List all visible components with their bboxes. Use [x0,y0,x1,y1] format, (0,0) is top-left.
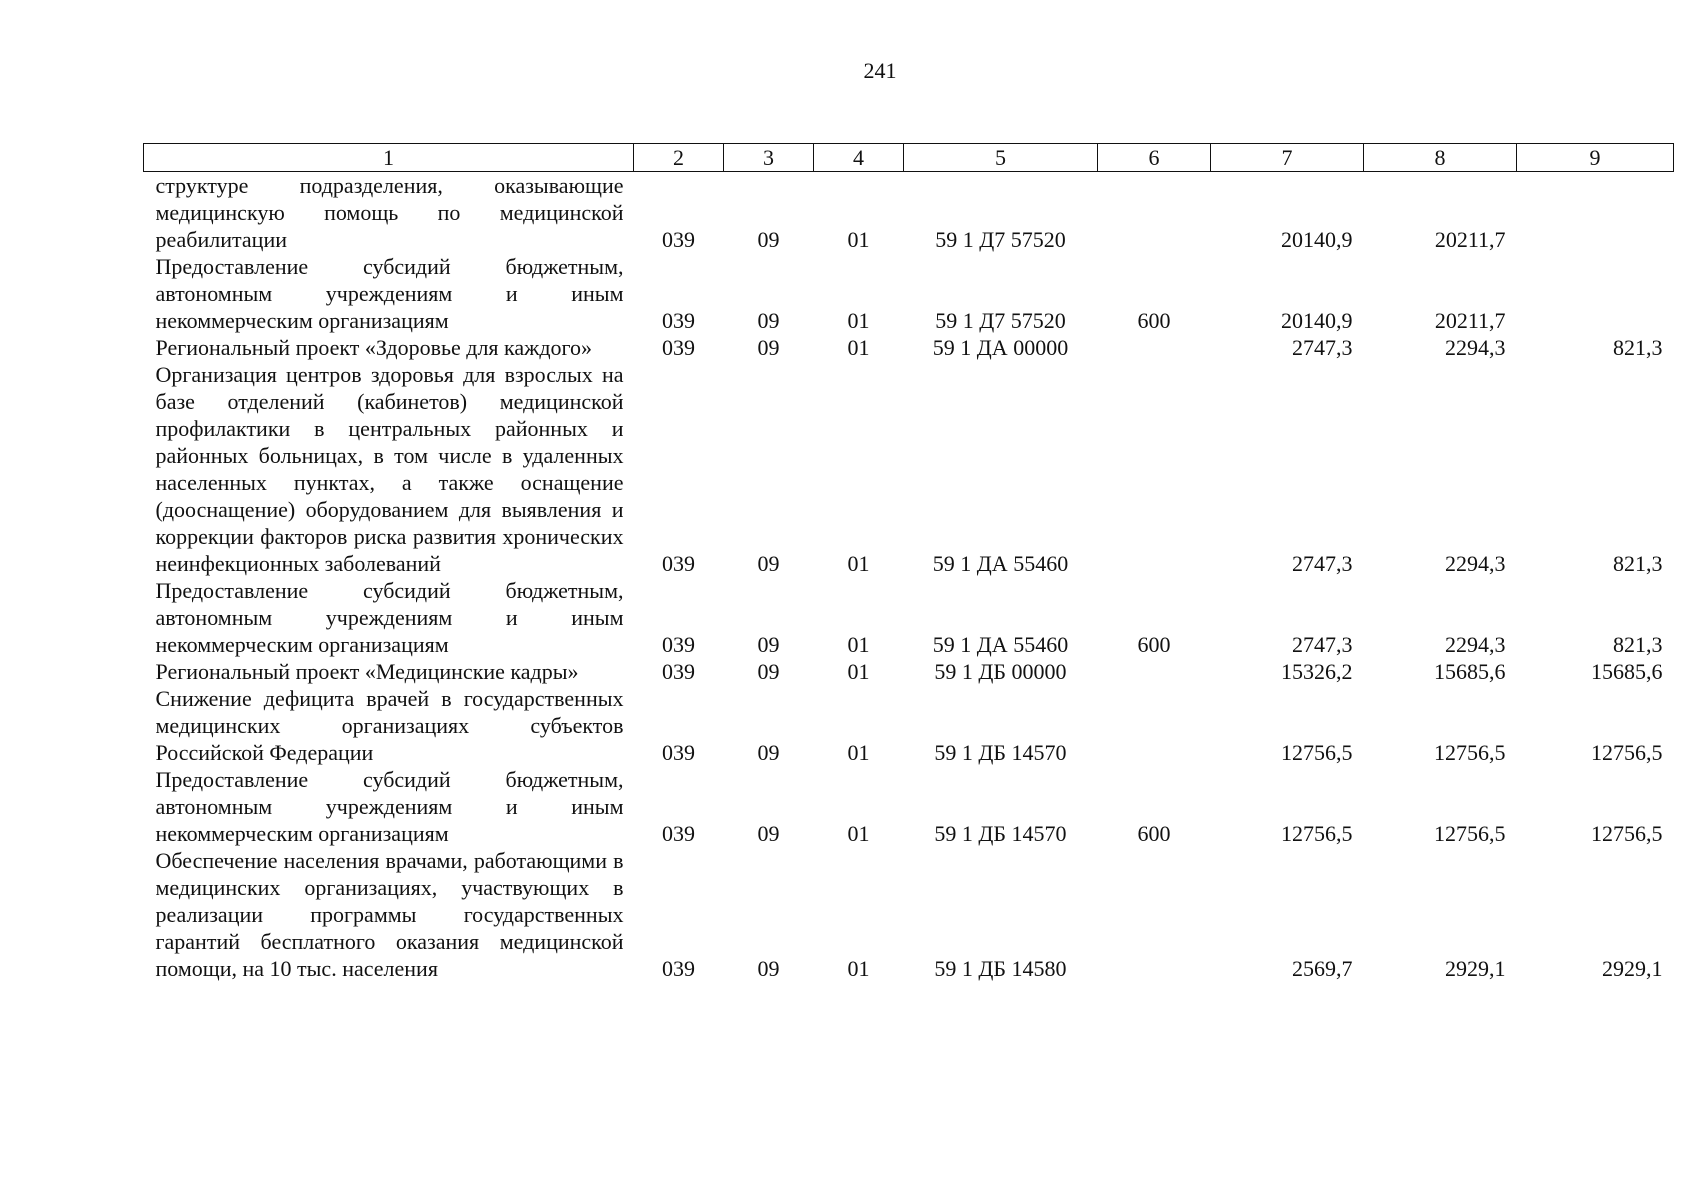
amount-col7: 2569,7 [1292,956,1353,981]
section-code: 09 [757,821,780,846]
amount-col9: 2929,1 [1602,956,1663,981]
amount-col9: 12756,5 [1591,821,1663,846]
amount-col9: 12756,5 [1591,740,1663,765]
target-article-code: 59 1 ДБ 14580 [934,956,1067,981]
page-number: 241 [863,58,897,83]
expense-type-code [1098,361,1211,577]
subsection-code: 01 [847,551,870,576]
amount-col7: 2747,3 [1292,632,1353,657]
section-code: 09 [757,227,780,252]
section-code: 09 [757,308,780,333]
ministry-code: 039 [662,821,695,846]
expense-type-code [1098,658,1211,685]
row-description: структуре подразделения, оказывающие медицинскую помощь по медицинской реабилитации [155,173,624,252]
ministry-code: 039 [662,956,695,981]
table-header-row [144,144,1674,172]
target-article-code: 59 1 ДБ 00000 [934,659,1067,684]
table-row [144,847,1674,982]
expense-type-code: 600 [1137,632,1171,657]
amount-col9 [1517,253,1674,334]
column-header-4: 4 [814,144,904,172]
section-code: 09 [757,659,780,684]
amount-col9: 821,3 [1613,551,1663,576]
ministry-code: 039 [662,659,695,684]
target-article-code: 59 1 ДБ 14570 [934,821,1067,846]
expense-type-code [1098,847,1211,982]
expense-type-code [1098,172,1211,254]
section-code: 09 [757,632,780,657]
ministry-code: 039 [662,632,695,657]
table-row [144,658,1674,685]
subsection-code: 01 [847,956,870,981]
subsection-code: 01 [847,632,870,657]
amount-col7: 20140,9 [1281,308,1353,333]
amount-col7: 20140,9 [1281,227,1353,252]
amount-col8: 2294,3 [1445,632,1506,657]
subsection-code: 01 [847,659,870,684]
target-article-code: 59 1 Д7 57520 [935,308,1066,333]
section-code: 09 [757,956,780,981]
expense-type-code [1098,685,1211,766]
ministry-code: 039 [662,308,695,333]
section-code: 09 [757,740,780,765]
row-description: Региональный проект «Медицинские кадры» [155,659,579,684]
amount-col8: 12756,5 [1434,740,1506,765]
ministry-code: 039 [662,551,695,576]
target-article-code: 59 1 ДА 00000 [932,335,1069,360]
amount-col8: 2294,3 [1445,551,1506,576]
amount-col8: 20211,7 [1434,308,1506,333]
budget-table [143,143,1674,982]
subsection-code: 01 [847,740,870,765]
ministry-code: 039 [662,227,695,252]
row-description: Предоставление субсидий бюджетным, автономным учреждениям и иным некоммерческим организациям [155,767,624,846]
column-header-9: 9 [1517,144,1674,172]
amount-col8: 20211,7 [1434,227,1506,252]
subsection-code: 01 [847,821,870,846]
amount-col7: 2747,3 [1292,335,1353,360]
column-header-7: 7 [1211,144,1364,172]
expense-type-code: 600 [1137,308,1171,333]
row-description: Снижение дефицита врачей в государственных медицинских организациях субъектов Российской Федерации [155,686,624,765]
target-article-code: 59 1 ДБ 14570 [934,740,1067,765]
expense-type-code [1098,334,1211,361]
ministry-code: 039 [662,740,695,765]
row-description: Предоставление субсидий бюджетным, автономным учреждениям и иным некоммерческим организациям [155,578,624,657]
table-row [144,253,1674,334]
column-header-8: 8 [1364,144,1517,172]
amount-col9: 15685,6 [1591,659,1663,684]
row-description: Организация центров здоровья для взрослых на базе отделений (кабинетов) медицинской профилактики в центральных районных и районных больницах, в том числе в удаленных населенных пунктах, а также оснащение (дооснащение) оборудованием для выявления и коррекции факторов риска развития хронических неинфекционных заболеваний [155,362,624,576]
table-row [144,334,1674,361]
amount-col8: 2294,3 [1445,335,1506,360]
row-description: Предоставление субсидий бюджетным, автономным учреждениям и иным некоммерческим организациям [155,254,624,333]
amount-col9: 821,3 [1613,632,1663,657]
amount-col9: 821,3 [1613,335,1663,360]
target-article-code: 59 1 Д7 57520 [935,227,1066,252]
column-header-6: 6 [1098,144,1211,172]
subsection-code: 01 [847,227,870,252]
section-code: 09 [757,551,780,576]
table-row [144,577,1674,658]
table-row [144,361,1674,577]
column-header-1: 1 [144,144,634,172]
ministry-code: 039 [662,335,695,360]
amount-col7: 12756,5 [1281,821,1353,846]
column-header-3: 3 [724,144,814,172]
amount-col7: 12756,5 [1281,740,1353,765]
row-description: Региональный проект «Здоровье для каждого» [155,335,593,360]
target-article-code: 59 1 ДА 55460 [932,632,1069,657]
table-row [144,172,1674,254]
amount-col7: 2747,3 [1292,551,1353,576]
column-header-2: 2 [634,144,724,172]
section-code: 09 [757,335,780,360]
table-row [144,766,1674,847]
amount-col9 [1517,172,1674,254]
table-row [144,685,1674,766]
target-article-code: 59 1 ДА 55460 [932,551,1069,576]
amount-col8: 2929,1 [1445,956,1506,981]
subsection-code: 01 [847,335,870,360]
amount-col7: 15326,2 [1281,659,1353,684]
column-header-5: 5 [904,144,1098,172]
amount-col8: 15685,6 [1434,659,1506,684]
subsection-code: 01 [847,308,870,333]
amount-col8: 12756,5 [1434,821,1506,846]
row-description: Обеспечение населения врачами, работающими в медицинских организациях, участвующих в реализации программы государственных гарантий бесплатного оказания медицинской помощи, на 10 тыс. населения [155,848,624,981]
expense-type-code: 600 [1137,821,1171,846]
